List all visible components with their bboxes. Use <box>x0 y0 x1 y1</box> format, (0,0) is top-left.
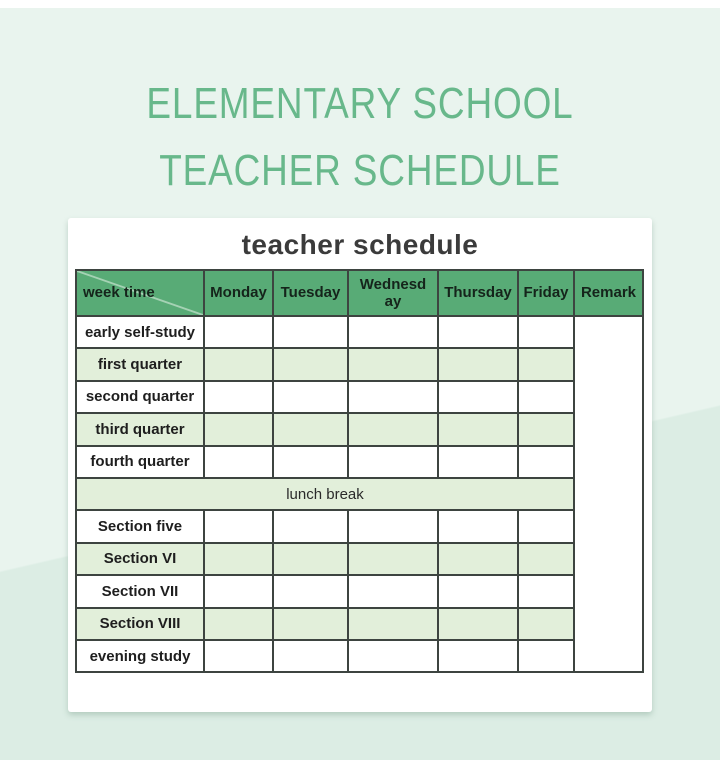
row-label-cell: fourth quarter <box>76 446 204 478</box>
table-row <box>76 608 643 640</box>
schedule-cell <box>273 640 348 672</box>
schedule-cell <box>348 608 438 640</box>
row-label-cell: evening study <box>76 640 204 672</box>
schedule-cell <box>204 446 273 478</box>
schedule-cell <box>438 348 518 380</box>
schedule-cell <box>438 510 518 542</box>
card-heading: teacher schedule <box>241 229 479 260</box>
row-label-cell: Section VII <box>76 575 204 607</box>
schedule-cell <box>438 381 518 413</box>
row-label-cell: early self-study <box>76 316 204 348</box>
schedule-cell <box>438 575 518 607</box>
page-title-line-1: ELEMENTARY SCHOOL <box>146 79 574 128</box>
lunch-break-cell: lunch break <box>76 478 574 510</box>
corner-header-label: week time <box>83 284 155 302</box>
table-row <box>76 348 643 380</box>
schedule-cell <box>273 316 348 348</box>
schedule-cell <box>438 446 518 478</box>
table-row <box>76 640 643 672</box>
table-row <box>76 575 643 607</box>
schedule-cell <box>273 543 348 575</box>
schedule-cell <box>273 381 348 413</box>
schedule-cell <box>204 381 273 413</box>
schedule-table <box>75 269 644 673</box>
schedule-cell <box>204 575 273 607</box>
header-row <box>76 270 643 316</box>
schedule-cell <box>273 446 348 478</box>
schedule-cell <box>273 608 348 640</box>
schedule-cell <box>204 413 273 445</box>
schedule-cell <box>348 575 438 607</box>
schedule-cell <box>273 348 348 380</box>
schedule-card <box>68 218 652 712</box>
corner-header-cell <box>76 270 204 316</box>
schedule-cell <box>204 316 273 348</box>
header-cell-monday: Monday <box>204 270 273 316</box>
schedule-cell <box>273 575 348 607</box>
schedule-cell <box>348 543 438 575</box>
schedule-cell <box>348 316 438 348</box>
table-row-lunch-break <box>76 478 643 510</box>
header-label-wednesday: Wednesday <box>359 275 427 310</box>
schedule-cell <box>518 510 574 542</box>
schedule-cell <box>273 413 348 445</box>
table-row <box>76 413 643 445</box>
schedule-cell <box>518 381 574 413</box>
schedule-cell <box>438 608 518 640</box>
header-cell-wednesday <box>348 270 438 316</box>
schedule-cell <box>348 640 438 672</box>
schedule-cell <box>348 413 438 445</box>
row-label-cell: Section five <box>76 510 204 542</box>
schedule-cell <box>518 608 574 640</box>
table-row <box>76 510 643 542</box>
row-label-cell: Section VIII <box>76 608 204 640</box>
remark-column-cell <box>574 316 643 672</box>
header-cell-friday: Friday <box>518 270 574 316</box>
schedule-cell <box>204 510 273 542</box>
schedule-cell <box>518 640 574 672</box>
row-label-cell: Section VI <box>76 543 204 575</box>
schedule-cell <box>438 543 518 575</box>
schedule-cell <box>518 316 574 348</box>
schedule-cell <box>438 413 518 445</box>
schedule-cell <box>518 348 574 380</box>
table-row <box>76 543 643 575</box>
schedule-cell <box>518 575 574 607</box>
schedule-cell <box>518 543 574 575</box>
schedule-cell <box>348 510 438 542</box>
schedule-cell <box>348 381 438 413</box>
schedule-cell <box>348 348 438 380</box>
schedule-cell <box>518 446 574 478</box>
schedule-cell <box>204 608 273 640</box>
schedule-cell <box>518 413 574 445</box>
table-row <box>76 446 643 478</box>
schedule-cell <box>273 510 348 542</box>
header-cell-tuesday: Tuesday <box>273 270 348 316</box>
row-label-cell: second quarter <box>76 381 204 413</box>
schedule-cell <box>204 640 273 672</box>
schedule-cell <box>348 446 438 478</box>
schedule-cell <box>438 316 518 348</box>
row-label-cell: third quarter <box>76 413 204 445</box>
table-row <box>76 381 643 413</box>
schedule-cell <box>438 640 518 672</box>
row-label-cell: first quarter <box>76 348 204 380</box>
schedule-cell <box>204 348 273 380</box>
page-title <box>58 70 663 204</box>
header-cell-thursday: Thursday <box>438 270 518 316</box>
schedule-cell <box>204 543 273 575</box>
table-row <box>76 316 643 348</box>
page-title-line-2: TEACHER SCHEDULE <box>159 146 561 195</box>
header-cell-remark: Remark <box>574 270 643 316</box>
